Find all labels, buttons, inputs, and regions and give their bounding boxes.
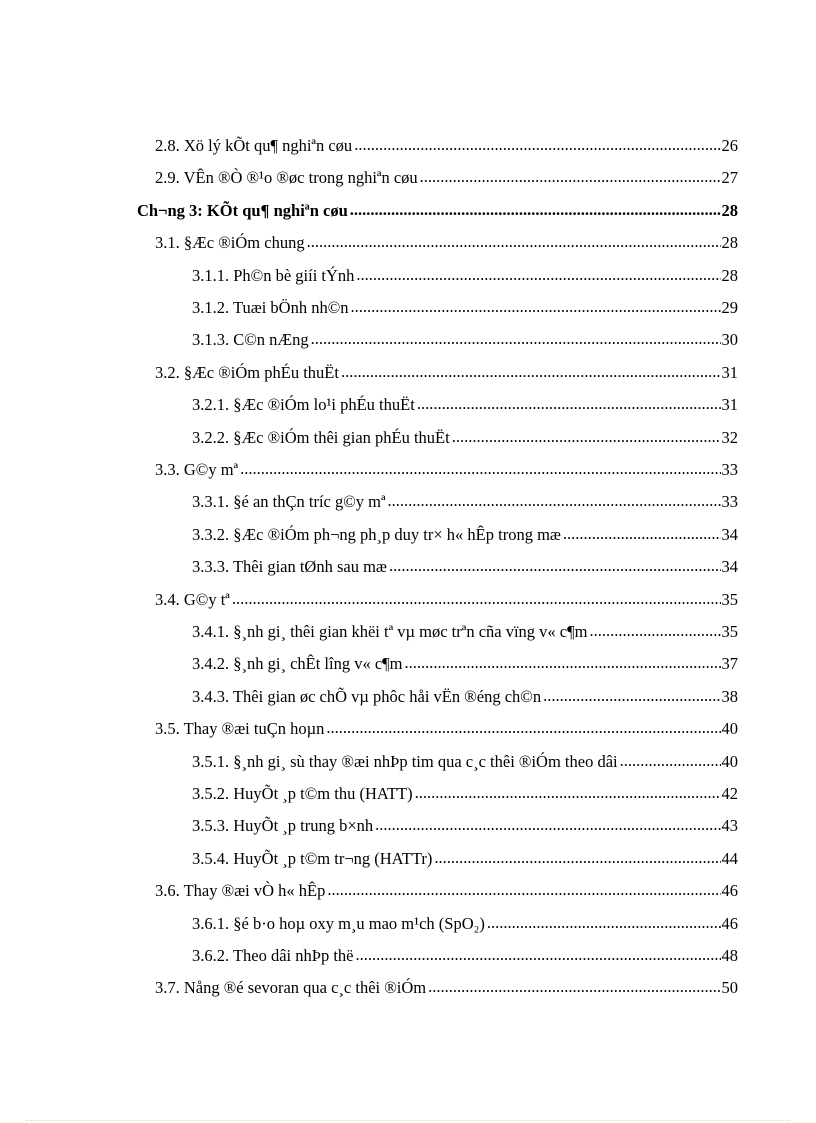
- toc-entry-page: 27: [721, 168, 738, 188]
- toc-entry[interactable]: [192, 780, 738, 804]
- toc-entry-page: 34: [721, 557, 738, 577]
- toc-entry[interactable]: [155, 715, 738, 739]
- toc-entry-page: 46: [721, 881, 738, 901]
- toc-entry-page: 31: [721, 362, 738, 382]
- toc-entry-label: 3.4. G©y tª: [155, 589, 230, 609]
- leader-dots: [232, 589, 721, 609]
- toc-entry-page: 33: [721, 492, 738, 512]
- toc-entry[interactable]: [155, 132, 738, 156]
- toc-entry-label: 3.1.2. Tuæi bÖnh nh©n: [192, 298, 349, 317]
- leader-dots: [388, 491, 721, 511]
- toc-entry[interactable]: [192, 845, 738, 869]
- toc-entry-page: 37: [721, 654, 738, 674]
- toc-entry[interactable]: [155, 456, 738, 480]
- toc-entry[interactable]: [192, 488, 738, 512]
- leader-dots: [415, 783, 721, 803]
- toc-entry-label: 2.8. Xö lý kÕt qu¶ nghiªn cøu: [155, 136, 353, 155]
- toc-entry-page: 34: [721, 524, 738, 544]
- toc-entry[interactable]: [192, 326, 738, 350]
- toc-entry-label: 3.5.1. §¸nh gi¸ sù thay ®æi nhÞp tim qua c¸c thêi ®iÓm theo dâi: [192, 751, 618, 771]
- toc-entry-page: 31: [721, 395, 738, 415]
- toc-entry[interactable]: [192, 424, 738, 448]
- toc-entry[interactable]: [155, 164, 738, 188]
- toc-entry-label: 3.2. §Æc ®iÓm phÉu thuËt: [155, 362, 339, 382]
- toc-entry-label: 3.3.1. §é an thÇn tríc g©y mª: [192, 492, 386, 512]
- toc-entry[interactable]: [192, 262, 738, 286]
- toc-entry[interactable]: [155, 359, 738, 383]
- toc-entry[interactable]: [192, 910, 738, 934]
- leader-dots: [350, 200, 721, 220]
- toc-entry[interactable]: [192, 618, 738, 642]
- leader-dots: [307, 232, 721, 252]
- toc-entry[interactable]: [192, 391, 738, 415]
- toc-entry[interactable]: [192, 521, 738, 545]
- toc-entry-page: 40: [721, 751, 738, 771]
- leader-dots: [341, 362, 721, 382]
- leader-dots: [375, 815, 720, 835]
- toc-entry-label: 3.7. Nång ®é sevoran qua c¸c thêi ®iÓm: [155, 978, 427, 998]
- toc-entry-label: 3.6.1. §é b·o hoµ oxy m¸u mao m¹ch (SpO₂): [192, 913, 485, 933]
- toc-entry[interactable]: [192, 812, 738, 836]
- toc-entry[interactable]: [137, 197, 738, 221]
- leader-dots: [487, 913, 721, 933]
- toc-entry-page: 28: [721, 200, 738, 220]
- toc-entry[interactable]: [192, 650, 738, 674]
- leader-dots: [326, 718, 720, 738]
- toc-entry-label: 3.3.3. Thêi gian tØnh sau mæ: [192, 557, 387, 577]
- toc-entry-label: 3.4.1. §¸nh gi¸ thêi gian khëi tª vµ møc trªn cña vïng v« c¶m: [192, 622, 588, 641]
- toc-entry-page: 32: [721, 427, 738, 447]
- toc-entry[interactable]: [192, 942, 738, 966]
- toc-entry-label: 3.6. Thay ®æi vÒ h« hÊp: [155, 881, 326, 901]
- toc-entry[interactable]: [155, 877, 738, 901]
- toc-entry-page: 30: [721, 330, 738, 350]
- toc-entry-page: 40: [721, 719, 738, 739]
- toc-entry-label: Ch¬ng 3: KÕt qu¶ nghiªn cøu: [137, 200, 348, 220]
- leader-dots: [543, 686, 720, 706]
- toc-entry-page: 35: [721, 622, 738, 641]
- leader-dots: [356, 265, 720, 285]
- toc-entry-label: 3.5. Thay ®æi tuÇn hoµn: [155, 719, 325, 739]
- toc-entry-label: 3.5.2. HuyÕt ¸p t©m thu (HATT): [192, 784, 413, 803]
- toc-entry[interactable]: [155, 974, 738, 998]
- leader-dots: [355, 945, 720, 965]
- toc-entry-label: 3.6.2. Theo dâi nhÞp thë: [192, 946, 354, 965]
- leader-dots: [417, 394, 721, 414]
- toc-entry-label: 2.9. VÊn ®Ò ®¹o ®øc trong nghiªn cøu: [155, 168, 418, 188]
- toc-entry-label: 3.1. §Æc ®iÓm chung: [155, 233, 305, 253]
- leader-dots: [420, 167, 721, 187]
- leader-dots: [351, 297, 721, 317]
- toc-entry-label: 3.5.4. HuyÕt ¸p t©m tr¬ng (HATTr): [192, 848, 433, 868]
- toc-entry-label: 3.1.3. C©n nÆng: [192, 330, 309, 350]
- leader-dots: [620, 751, 721, 771]
- toc-entry[interactable]: [192, 683, 738, 707]
- leader-dots: [405, 653, 721, 673]
- toc-entry-page: 43: [721, 816, 738, 836]
- toc-entry-label: 3.3.2. §Æc ®iÓm ph¬ng ph¸p duy tr× h« hÊp trong mæ: [192, 524, 561, 544]
- toc-entry-page: 48: [721, 946, 738, 965]
- leader-dots: [452, 427, 721, 447]
- toc-entry-page: 29: [721, 298, 738, 317]
- leader-dots: [327, 880, 720, 900]
- toc-entry-page: 35: [721, 589, 738, 609]
- leader-dots: [563, 524, 721, 544]
- leader-dots: [354, 135, 720, 155]
- toc-entry[interactable]: [192, 553, 738, 577]
- toc-entry-page: 26: [721, 136, 738, 155]
- toc-entry-label: 3.4.3. Thêi gian øc chÕ vµ phôc håi vËn ®éng ch©n: [192, 686, 542, 706]
- toc-entry-page: 50: [721, 978, 738, 998]
- toc-entry[interactable]: [192, 748, 738, 772]
- toc-entry-label: 3.3. G©y mª: [155, 460, 239, 479]
- toc-entry-page: 38: [721, 686, 738, 706]
- toc-entry-label: 3.2.2. §Æc ®iÓm thêi gian phÉu thuËt: [192, 427, 450, 447]
- toc-entry-page: 33: [721, 460, 738, 479]
- leader-dots: [434, 848, 720, 868]
- toc-entry[interactable]: [192, 294, 738, 318]
- toc-entry-label: 3.2.1. §Æc ®iÓm lo¹i phÉu thuËt: [192, 395, 415, 415]
- toc-entry-label: 3.5.3. HuyÕt ¸p trung b×nh: [192, 816, 374, 836]
- toc-entry-page: 42: [721, 784, 738, 803]
- leader-dots: [589, 621, 720, 641]
- leader-dots: [428, 977, 720, 997]
- leader-dots: [389, 556, 721, 576]
- toc-entry-label: 3.1.1. Ph©n bè giíi tÝnh: [192, 265, 355, 285]
- toc-entry-page: 44: [721, 848, 738, 868]
- leader-dots: [311, 329, 721, 349]
- toc-entry-page: 28: [721, 265, 738, 285]
- toc-entry[interactable]: [155, 229, 738, 253]
- leader-dots: [240, 459, 720, 479]
- toc-entry[interactable]: [155, 586, 738, 610]
- page-bottom-divider: [26, 1120, 790, 1121]
- toc-entry-page: 46: [721, 913, 738, 933]
- toc-entry-label: 3.4.2. §¸nh gi¸ chÊt lîng v« c¶m: [192, 654, 403, 674]
- toc-entry-page: 28: [721, 233, 738, 253]
